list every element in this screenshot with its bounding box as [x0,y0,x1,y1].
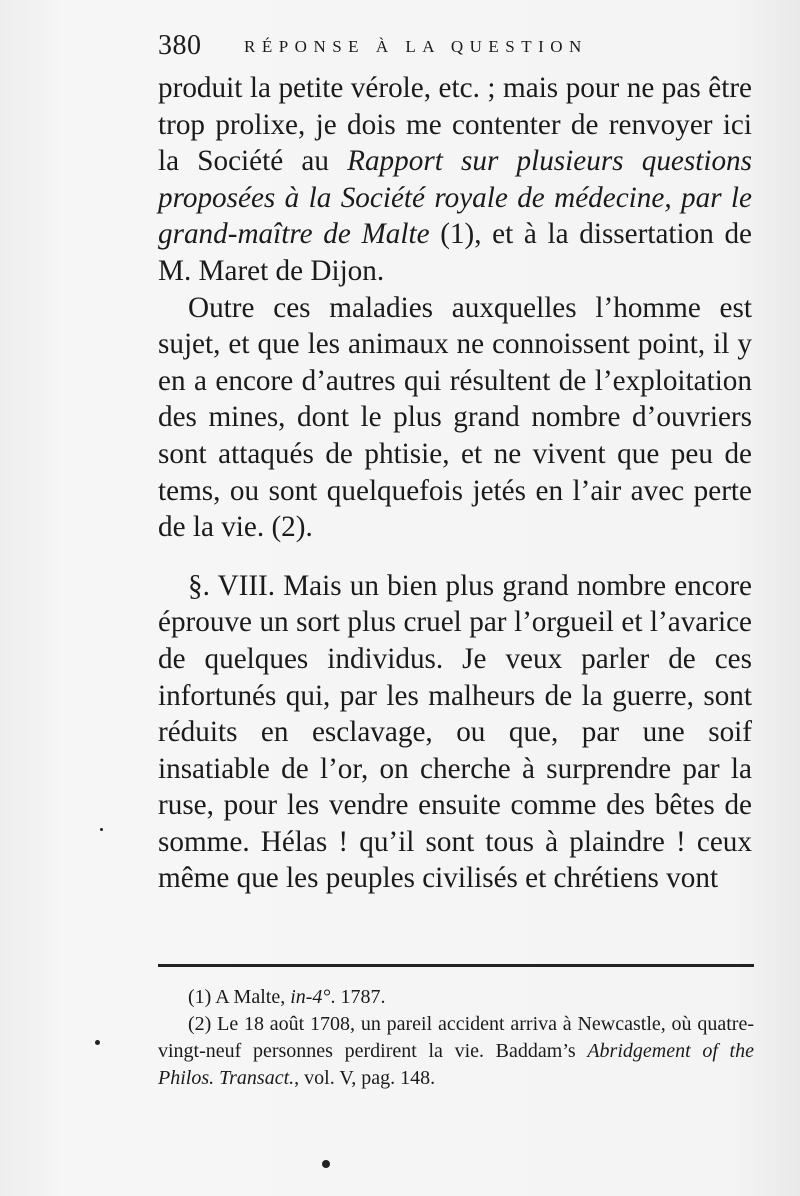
body-text [158,70,752,897]
paragraph-text: (1), et à la dissertation de M. Maret de Dijon. [158,218,753,287]
footnote-text: . 1787. [330,986,386,1008]
paragraph-text: produit la petite vérole, etc. ; mais pour ne pas être trop prolixe, je dois me contenter de renvoyer ici la Société au [158,72,752,178]
footnote-1 [158,984,754,1011]
section-paragraph: §. VIII. Mais un bien plus grand nombre encore éprouve un sort plus cruel par l’orgueil et l’avarice de quelques individus. Je veux parler de ces infortunés qui, par les malheurs de la guerre, sont réduits en esclavage, ou que, par une soif insatiable de l’or, on cherche à surprendre par la ruse, pour les vendre ensuite comme des bêtes de somme. Hélas ! qu’il sont tous à plaindre ! ceux même que les peuples civilisés et chrétiens vont [158,569,752,895]
running-head: RÉPONSE À LA QUESTION [244,37,588,56]
paragraph: Outre ces maladies auxquelles l’homme est sujet, et que les animaux ne connoissent point, il y en a encore d’autres qui résultent de l’exploitation des mines, dont le plus grand nombre d’ouvriers sont attaqués de phtisie, et ne vivent que peu de tems, ou sont quelquefois jetés en l’air avec perte de la vie. (2). [158,291,752,544]
ink-speck [322,1160,330,1168]
footnotes [158,984,754,1092]
footnote-2 [158,1011,754,1092]
page-number: 380 [158,30,202,61]
footnote-text: , vol. V, pag. 148. [294,1067,436,1089]
footnote-text: (1) A Malte, [188,986,291,1008]
ink-speck [100,828,103,831]
footnote-italic: Abridgement of the Philos. Transact. [158,1040,754,1089]
footnote-text: (2) Le 18 août 1708, un pareil accident arriva à Newcastle, où quatre-vingt-neuf personnes perdirent la vie. Baddam’s [158,1013,754,1062]
italic-title: Rapport sur plusieurs questions proposées à la Société royale de médecine, par le grand-maître de Malte [158,145,752,251]
ink-speck [95,1040,100,1045]
page-header [158,30,758,70]
footnote-italic: in-4° [290,986,331,1008]
paragraph-continued [158,70,752,290]
footnote-rule [158,964,754,967]
